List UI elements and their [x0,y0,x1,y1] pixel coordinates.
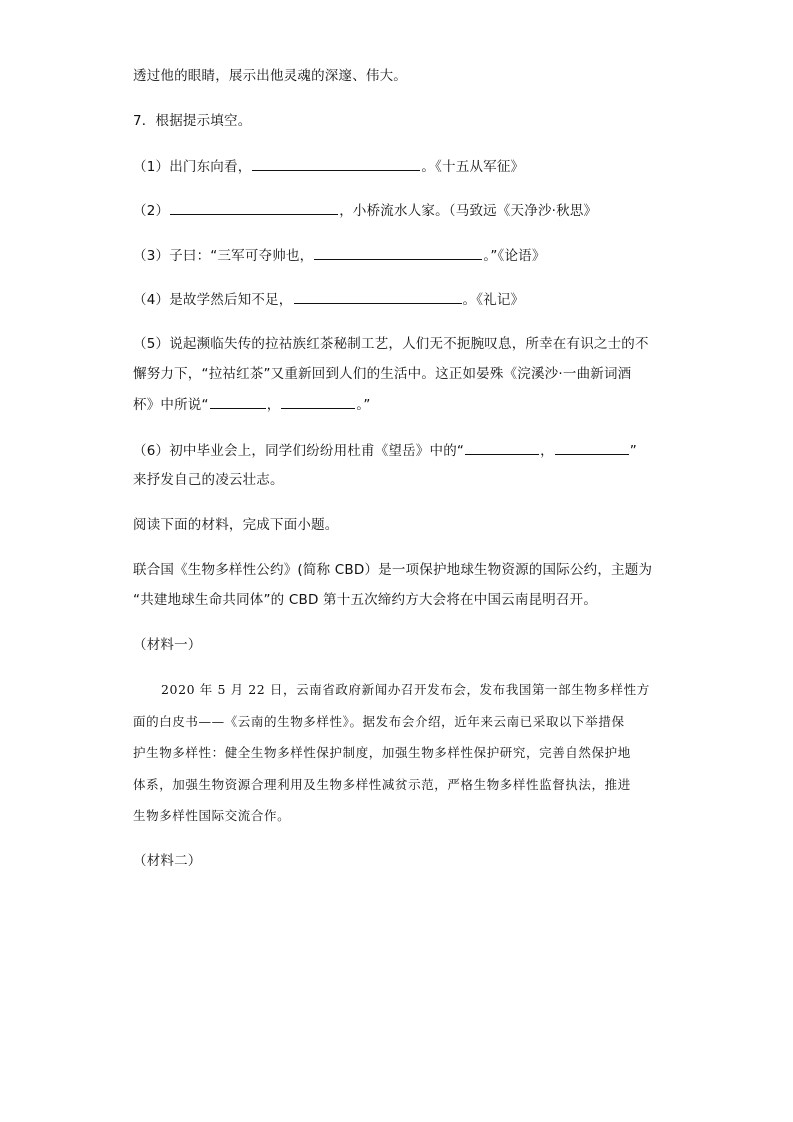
reading-instruction: 阅读下面的材料，完成下面小题。 [133,517,339,533]
material-2-label: （材料二） [133,853,202,869]
fill-item-4 [133,289,524,310]
answer-blank[interactable] [281,394,355,409]
material-1-label: （材料一） [133,637,202,653]
fill-item-4-suffix: 。《礼记》 [462,292,525,308]
answer-blank[interactable] [210,394,266,409]
fill-item-6-line-2: 来抒发自己的凌云壮志。 [133,472,284,488]
answer-blank[interactable] [170,200,338,215]
fill-item-5-prefix: 杯》中所说“ [133,397,209,413]
fill-item-6-prefix: （6）初中毕业会上，同学们纷纷用杜甫《望岳》中的“ [133,443,465,459]
fill-item-5-line-3 [133,394,371,415]
answer-blank[interactable] [294,289,462,304]
fill-item-4-prefix: （4）是故学然后知不足， [133,292,293,308]
fill-item-6-quote: ” [629,443,637,459]
fill-item-1-prefix: （1）出门东向看， [133,159,252,175]
material-1-line-4: 体系，加强生物资源合理利用及生物多样性减贫示范，严格生物多样性监督执法，推进 [133,777,631,792]
fill-item-3-prefix: （3）子曰：“三军可夺帅也， [133,248,314,264]
fill-item-5-suffix: 。” [356,397,371,413]
text-line: 透过他的眼睛，展示出他灵魂的深邃、伟大。 [133,68,407,84]
fill-item-5-line-1: （5）说起濒临失传的拉祜族红茶秘制工艺，人们无不扼腕叹息，所幸在有识之士的不 [133,336,649,352]
answer-blank[interactable] [555,440,629,455]
fill-item-3 [133,245,546,266]
answer-blank[interactable] [465,440,539,455]
fill-item-2-prefix: （2） [133,203,170,219]
fill-item-1 [133,156,524,177]
material-1-line-2: 面的白皮书——《云南的生物多样性》。据发布会介绍，近年来云南已采取以下举措保 [133,714,625,729]
fill-item-2 [133,200,597,221]
material-1-line-1: 2020 年 5 月 22 日，云南省政府新闻办召开发布会，发布我国第一部生物多样性方 [161,682,650,697]
fill-item-5-line-2: 懈努力下，“拉祜红茶”又重新回到人们的生活中。这正如晏殊《浣溪沙·一曲新词酒 [133,366,632,382]
answer-blank[interactable] [314,245,482,260]
fill-item-5-comma: ， [266,397,281,413]
material-1-line-3: 护生物多样性：健全生物多样性保护制度，加强生物多样性保护研究，完善自然保护地 [133,745,631,760]
material-1-line-5: 生物多样性国际交流合作。 [133,808,291,823]
cbd-intro-line-1: 联合国《生物多样性公约》(简称 CBD）是一项保护地球生物资源的国际公约，主题为 [133,562,653,578]
fill-item-1-suffix: 。《十五从军征》 [421,159,525,175]
fill-item-3-suffix: 。”《论语》 [483,248,546,264]
fill-item-6-comma: ， [540,443,554,459]
question-7-heading: 7．根据提示填空。 [133,113,252,129]
answer-blank[interactable] [252,156,420,171]
cbd-intro-line-2: “共建地球生命共同体”的 CBD 第十五次缔约方大会将在中国云南昆明召开。 [133,592,598,608]
fill-item-2-suffix: ，小桥流水人家。（马致远《天净沙·秋思》 [339,203,598,219]
fill-item-6-line-1 [133,440,637,461]
